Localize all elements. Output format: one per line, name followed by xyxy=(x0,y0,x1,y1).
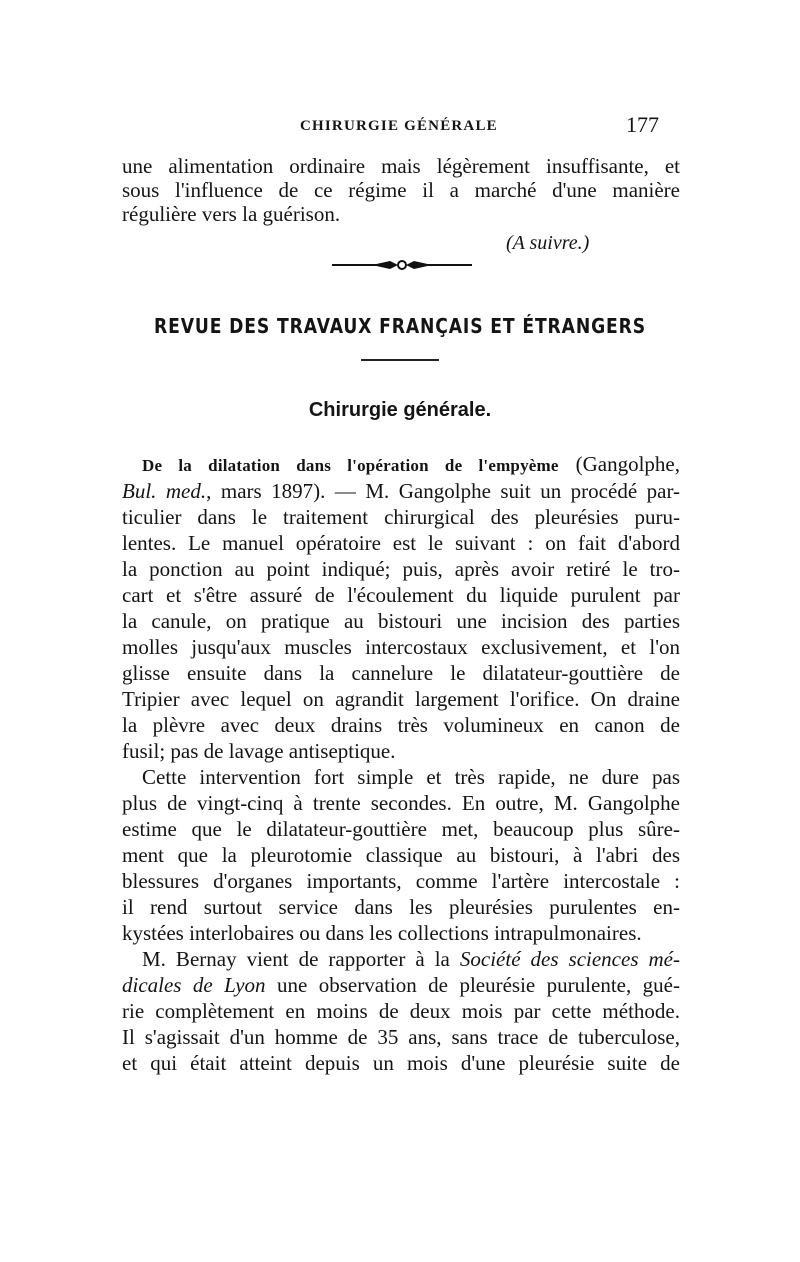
article-line: M. Bernay vient de rapporter à la Société des sciences mé- xyxy=(142,947,680,971)
article-line: plus de vingt-cinq à trente secondes. En outre, M. Gangolphe xyxy=(122,791,680,815)
page-number: 177 xyxy=(626,112,659,137)
article-line: Cette intervention fort simple et très rapide, ne dure pas xyxy=(142,765,680,789)
article-line: cart et s'être assuré de l'écoulement du liquide purulent par xyxy=(122,583,680,607)
subsection-title: Chirurgie générale. xyxy=(308,399,492,421)
article-line: molles jusqu'aux muscles intercostaux exclusivement, et l'on xyxy=(122,635,680,659)
section-rule xyxy=(361,359,439,361)
article-line: blessures d'organes importants, comme l'artère intercostale : xyxy=(122,869,680,893)
article-line: la ponction au point indiqué; puis, après avoir retiré le tro- xyxy=(122,557,680,581)
article-line: il rend surtout service dans les pleurésies purulentes en- xyxy=(122,895,680,919)
fleuron-ornament-icon xyxy=(332,258,472,272)
article-line: ment que la pleurotomie classique au bistouri, à l'abri des xyxy=(122,843,680,867)
running-head: CHIRURGIE GÉNÉRALE xyxy=(300,118,498,134)
text-line: une alimentation ordinaire mais légèrement insuffisante, et xyxy=(122,154,680,178)
article-line: fusil; pas de lavage antiseptique. xyxy=(122,739,396,763)
article-line: et qui était atteint depuis un mois d'une pleurésie suite de xyxy=(122,1051,680,1075)
article-line: kystées interlobaires ou dans les collections intrapulmonaires. xyxy=(122,921,642,945)
article-line: la canule, on pratique au bistouri une incision des parties xyxy=(122,609,680,633)
article-line: estime que le dilatateur-gouttière met, beaucoup plus sûre- xyxy=(122,817,680,841)
article-line: rie complètement en moins de deux mois par cette méthode. xyxy=(122,999,680,1023)
journal-name: Bul. med. xyxy=(122,479,207,503)
section-title: REVUE DES TRAVAUX FRANÇAIS ET ÉTRANGERS xyxy=(153,314,647,338)
article-line: Tripier avec lequel on agrandit largement l'orifice. On draine xyxy=(122,687,680,711)
article-line: lentes. Le manuel opératoire est le suivant : on fait d'abord xyxy=(122,531,680,555)
article-line: glisse ensuite dans la cannelure le dilatateur-gouttière de xyxy=(122,661,680,685)
a-suivre-signoff: (A suivre.) xyxy=(506,232,590,254)
society-name: dicales de Lyon xyxy=(122,973,266,997)
text-line: régulière vers la guérison. xyxy=(122,202,341,226)
article-line: dicales de Lyon une observation de pleurésie purulente, gué- xyxy=(122,973,680,997)
article-line: la plèvre avec deux drains très volumineux en canon de xyxy=(122,713,680,737)
text-line: sous l'influence de ce régime il a marché d'une manière xyxy=(122,178,680,202)
article-line: Il s'agissait d'un homme de 35 ans, sans trace de tuberculose, xyxy=(122,1025,680,1049)
society-name: Société des sciences mé- xyxy=(459,947,680,971)
article-line: ticulier dans le traitement chirurgical des pleurésies puru- xyxy=(122,505,680,529)
article-line: De la dilatation dans l'opération de l'empyème (Gangolphe, xyxy=(142,452,680,476)
article-title: De la dilatation dans l'opération de l'empyème xyxy=(142,456,559,475)
article-line: Bul. med., mars 1897). — M. Gangolphe suit un procédé par- xyxy=(122,479,681,503)
